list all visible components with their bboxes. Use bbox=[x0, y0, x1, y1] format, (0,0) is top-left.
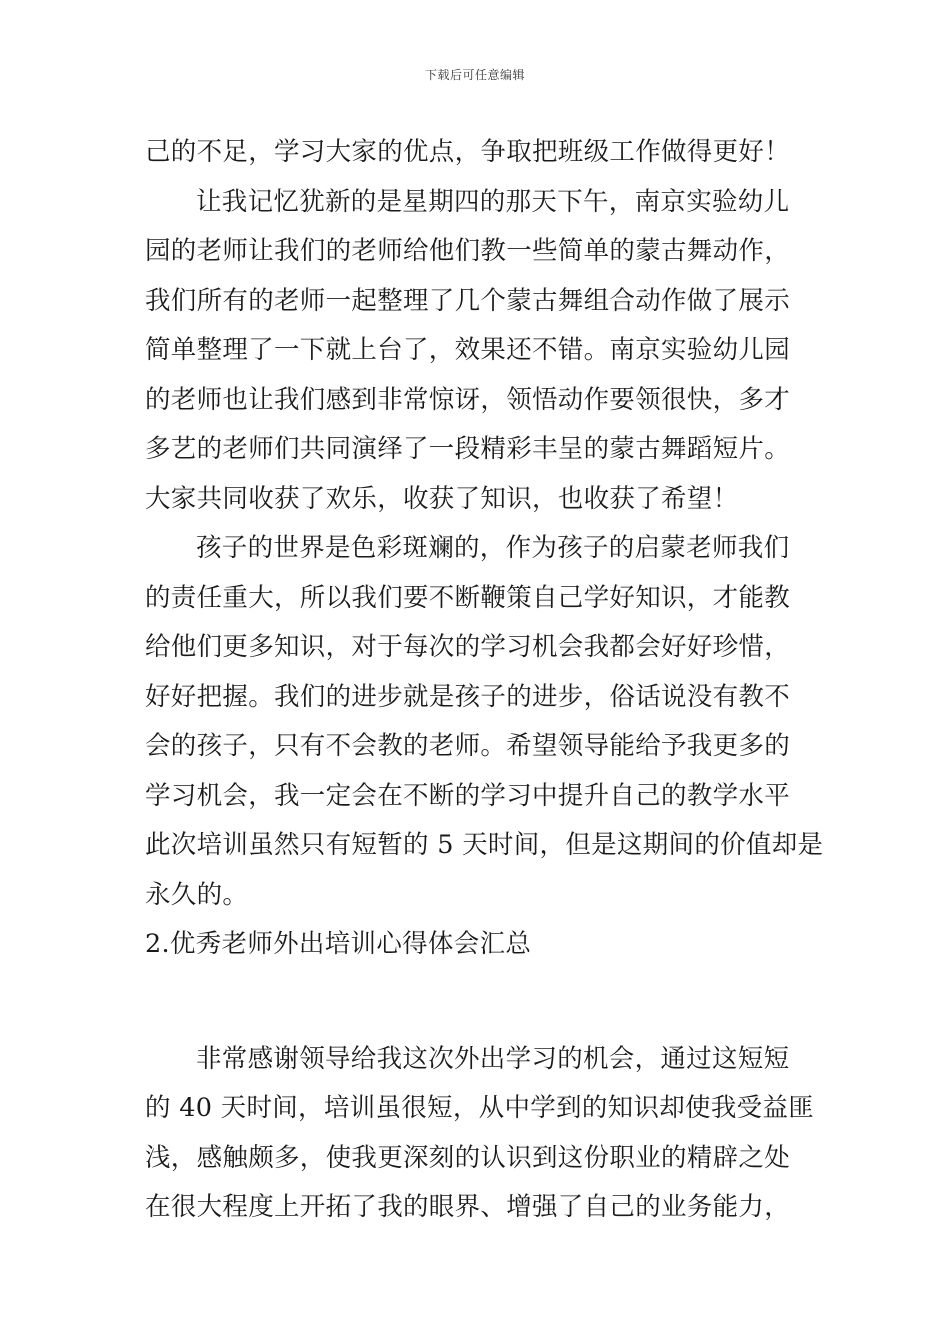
text-line: 永久的。 bbox=[145, 879, 249, 910]
text-line: 园的老师让我们的老师给他们教一些简单的蒙古舞动作， bbox=[145, 236, 791, 266]
text-line: 给他们更多知识，对于每次的学习机会我都会好好珍惜， bbox=[145, 632, 791, 662]
text-line: 好好把握。我们的进步就是孩子的进步，俗话说没有教不 bbox=[145, 681, 791, 712]
text-line: 在很大程度上开拓了我的眼界、增强了自己的业务能力， bbox=[145, 1192, 791, 1222]
text-line: 己的不足，学习大家的优点，争取把班级工作做得更好！ bbox=[145, 137, 791, 167]
text-line: 我们所有的老师一起整理了几个蒙古舞组合动作做了展示 bbox=[145, 285, 791, 316]
paragraph-start-line: 非常感谢领导给我这次外出学习的机会，通过这短短 bbox=[196, 1043, 790, 1074]
download-note: 下载后可任意编辑 bbox=[424, 68, 525, 82]
section-gap bbox=[145, 970, 810, 1035]
text-line: 简单整理了一下就上台了，效果还不错。南京实验幼儿园 bbox=[145, 335, 791, 365]
section-heading: 2.优秀老师外出培训心得体会汇总 bbox=[145, 929, 532, 959]
document-body bbox=[145, 128, 824, 1233]
text-line: 的责任重大，所以我们要不断鞭策自己学好知识，才能教 bbox=[145, 582, 791, 613]
text-line: 会的孩子，只有不会教的老师。希望领导能给予我更多的 bbox=[145, 731, 791, 761]
text-line: 浅，感触颇多，使我更深刻的认识到这份职业的精辟之处 bbox=[145, 1142, 791, 1173]
text-line: 学习机会，我一定会在不断的学习中提升自己的教学水平 bbox=[145, 780, 791, 811]
text-line: 此次培训虽然只有短暂的 5 天时间，但是这期间的价值却是 bbox=[145, 830, 824, 860]
text-line: 的老师也让我们感到非常惊讶，领悟动作要领很快，多才 bbox=[145, 384, 791, 415]
text-line: 的 40 天时间，培训虽很短，从中学到的知识却使我受益匪 bbox=[145, 1093, 815, 1123]
text-line: 大家共同收获了欢乐，收获了知识，也收获了希望！ bbox=[145, 483, 739, 514]
paragraph-start-line: 让我记忆犹新的是星期四的那天下午，南京实验幼儿 bbox=[196, 186, 790, 217]
text-line: 多艺的老师们共同演绎了一段精彩丰呈的蒙古舞蹈短片。 bbox=[145, 434, 791, 464]
paragraph-start-line: 孩子的世界是色彩斑斓的，作为孩子的启蒙老师我们 bbox=[196, 533, 790, 563]
